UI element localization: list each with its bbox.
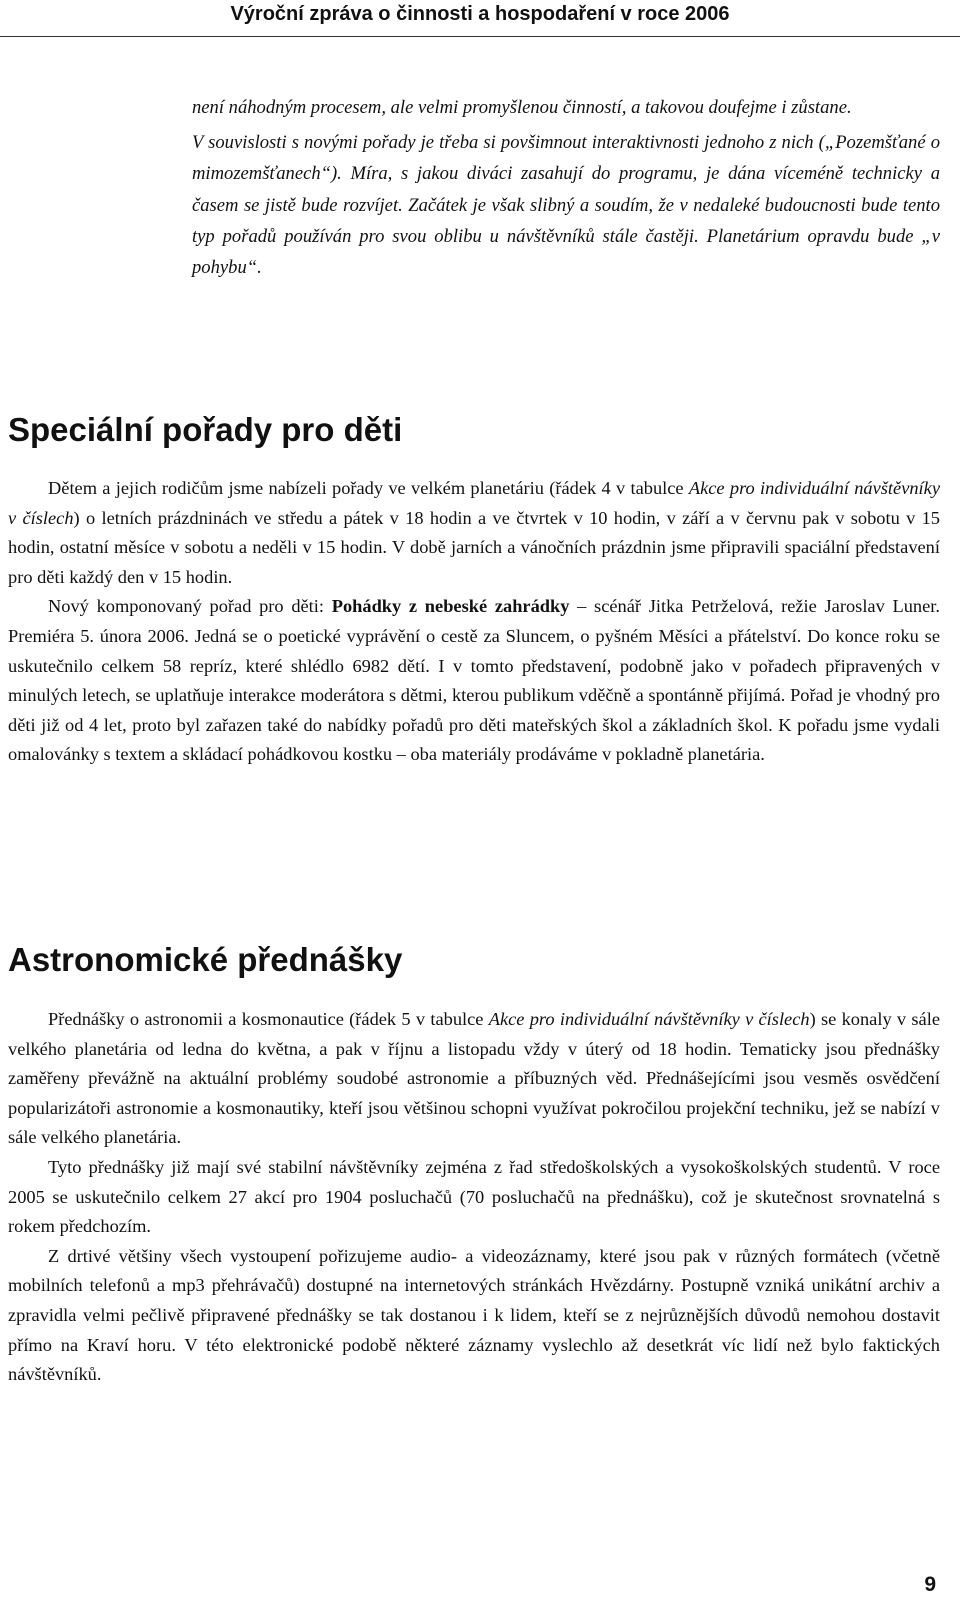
text-run: ) se konaly v sále velkého planetária od ledna do května, a pak v říjnu a listopadu vždy v úterý od 18 hodin. Tematicky jsou přednášky zaměřeny převážně na aktuální problémy soudobé astronomie a příbuzných věd. Přednášejícími jsou vesměs osvědčení popularizátoři astronomie a kosmonautiky, kteří jsou většinou schopni využívat pokročilou projekční techniku, jež se nabízí v sále velkého planetária. xyxy=(8,1009,940,1148)
text-run: ) o letních prázdninách ve středu a pátek v 18 hodin a ve čtvrtek v 10 hodin, v září a v červnu pak v sobotu v 15 hodin, ostatní měsíce v sobotu a neděli v 15 hodin. V době jarních a vánočních prázdnin jsme připravili spaciální představení pro děti každý den v 15 hodin. xyxy=(8,507,940,587)
text-run: – scénář Jitka Petrželová, režie Jaroslav Luner. Premiéra 5. února 2006. Jedná se o poetické vyprávění o cestě za Sluncem, o pyšném Měsíci a přátelství. Do konce roku se uskutečnilo celkem 58 repríz, které shlédlo 6982 dětí. I v tomto představení, podobně jako v pořadech připravených v minulých letech, se uplatňuje interakce moderátora s dětmi, kterou publikum vděčně a spontánně přijímá. Pořad je vhodný pro děti již od 4 let, proto byl zařazen také do nabídky pořadů pro děti mateřských škol a základních škol. K pořadu jsme vydali omalovánky s textem a skládací pohádkovou kostku – oba materiály prodáváme v pokladně planetária. xyxy=(8,596,940,765)
intro-continuation xyxy=(192,92,940,283)
body-paragraph xyxy=(8,592,940,770)
intro-paragraph: V souvislosti s novými pořady je třeba si povšimnout interaktivnosti jednoho z nich („Pozemšťané o mimozemšťanech“). Míra, s jakou diváci zasahují do programu, je dána víceméně technicky a časem se jistě bude rozvíjet. Začátek je však slibný a soudím, že v nedaleké budoucnosti bude tento typ pořadů používán pro svou oblibu u návštěvníků stále častěji. Planetárium opravdu bude „v pohybu“. xyxy=(192,132,940,279)
section-heading-lectures: Astronomické přednášky xyxy=(8,941,403,978)
section-lectures xyxy=(8,1005,940,1390)
text-run: Nový komponovaný pořad pro děti: xyxy=(48,596,332,617)
body-paragraph: Z drtivé většiny všech vystoupení pořizujeme audio- a videozáznamy, které jsou pak v různých formátech (včetně mobilních telefonů a mp3 přehrávačů) dostupné na internetových stránkách Hvězdárny. Postupně vzniká unikátní archiv a zpravidla velmi pečlivě připravené přednášky se tak dostanou i k lidem, kteří se z nejrůznějších důvodů nemohou dostavit přímo na Kraví horu. V této elektronické podobě některé záznamy vyslechlo až desetkrát víc lidí než bylo faktických návštěvníků. xyxy=(8,1245,940,1385)
text-run: Přednášky o astronomii a kosmonautice (řádek 5 v tabulce xyxy=(48,1009,489,1029)
section-heading-children-shows: Speciální pořady pro děti xyxy=(8,411,403,448)
body-paragraph xyxy=(8,1005,940,1153)
show-title: Pohádky z nebeské zahrádky xyxy=(331,596,570,617)
section-children-shows xyxy=(8,474,940,770)
table-reference: Akce pro individuální návštěvníky v číslech xyxy=(488,1009,810,1029)
table-reference: Akce pro individuální návštěvníky v číslech xyxy=(8,478,940,528)
text-run: Dětem a jejich rodičům jsme nabízeli pořady ve velkém planetáriu (řádek 4 v tabulce xyxy=(48,478,689,498)
body-paragraph: Tyto přednášky již mají své stabilní návštěvníky zejména z řad středoškolských a vysokoškolských studentů. V roce 2005 se uskutečnilo celkem 27 akcí pro 1904 posluchačů (70 posluchačů na přednášku), což je skutečnost srovnatelná s rokem předchozím. xyxy=(8,1156,940,1237)
running-header xyxy=(0,0,960,37)
report-title: Výroční zpráva o činnosti a hospodaření v roce 2006 xyxy=(230,3,730,25)
intro-paragraph: není náhodným procesem, ale velmi promyšlenou činností, a takovou doufejme i zůstane. xyxy=(192,97,852,118)
body-paragraph xyxy=(8,474,940,592)
page-number: 9 xyxy=(924,1573,936,1596)
